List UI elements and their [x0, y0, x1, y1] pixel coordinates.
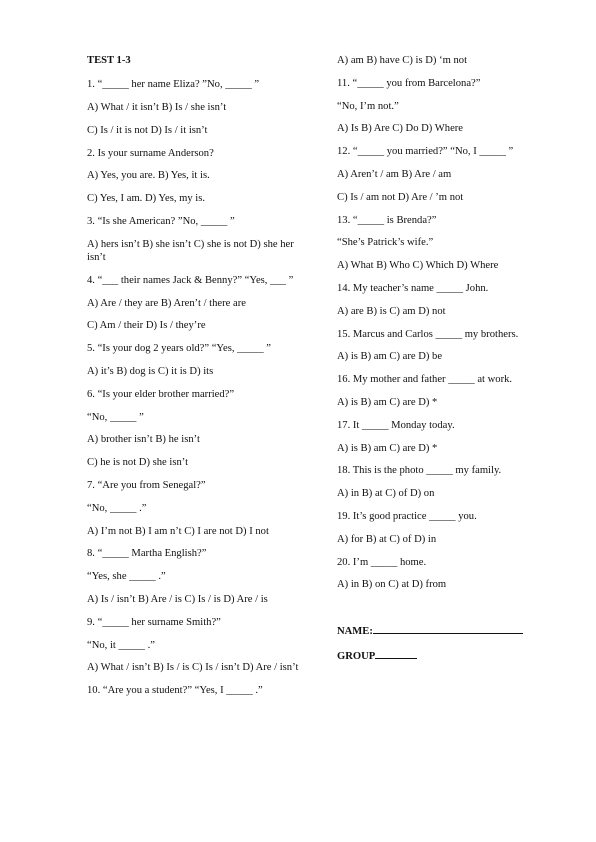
left-column	[87, 54, 299, 707]
options-line: A) hers isn’t B) she isn’t C) she is not D) she her isn’t	[87, 238, 294, 263]
options-line: A) Yes, you are. B) Yes, it is.	[87, 170, 210, 182]
question-line: 19. It’s good practice _____ you.	[337, 510, 477, 522]
options-line: C) Yes, I am. D) Yes, my is.	[87, 193, 206, 205]
options-line: A) for B) at C) of D) in	[337, 533, 437, 545]
question-line: 20. I’m _____ home.	[337, 556, 427, 568]
question-line: 15. Marcus and Carlos _____ my brothers.	[337, 328, 519, 340]
question-line: 4. “___ their names Jack & Benny?” “Yes, ___ ”	[87, 274, 294, 286]
question-line: 8. “_____ Martha English?”	[87, 548, 207, 560]
dialogue-line: “No, _____ .”	[87, 502, 147, 514]
options-line: A) it’s B) dog is C) it is D) its	[87, 365, 214, 377]
options-line: A) is B) am C) are D) *	[337, 396, 438, 408]
question-line: 10. “Are you a student?” “Yes, I _____ .”	[87, 685, 263, 697]
question-line: 13. “_____ is Brenda?”	[337, 214, 437, 226]
question-line: 5. “Is your dog 2 years old?” “Yes, _____ ”	[87, 343, 271, 355]
test-title: TEST 1-3	[87, 55, 131, 66]
options-line: A) is B) am C) are D) be	[337, 351, 443, 363]
name-field	[337, 622, 557, 638]
question-line: 9. “_____ her surname Smith?”	[87, 616, 221, 628]
options-line: A) What / isn’t B) Is / is C) Is / isn’t D) Are / isn’t	[87, 662, 299, 674]
options-line: C) Is / am not D) Are / ’m not	[337, 191, 464, 203]
options-line: C) Am / their D) Is / they’re	[87, 320, 206, 332]
left-question-list	[87, 78, 299, 697]
options-line: C) Is / it is not D) Is / it isn’t	[87, 124, 208, 136]
question-line: 6. “Is your elder brother married?”	[87, 388, 235, 400]
question-line: 2. Is your surname Anderson?	[87, 147, 214, 159]
options-line: A) Is B) Are C) Do D) Where	[337, 123, 464, 135]
options-line: A) are B) is C) am D) not	[337, 305, 446, 317]
options-line: A) Are / they are B) Aren’t / there are	[87, 297, 246, 309]
question-line: 1. “_____ her name Eliza? ”No, _____ ”	[87, 79, 260, 91]
question-line: 12. “_____ you married?” “No, I _____ ”	[337, 146, 514, 158]
name-blank	[373, 622, 523, 634]
right-question-list	[337, 54, 557, 592]
options-line: C) he is not D) she isn’t	[87, 457, 189, 469]
options-line: A) is B) am C) are D) *	[337, 442, 438, 454]
options-line: A) What / it isn’t B) Is / she isn’t	[87, 102, 227, 113]
options-line: A) brother isn’t B) he isn’t	[87, 434, 200, 446]
name-label: NAME:	[337, 625, 373, 637]
question-line: 18. This is the photo _____ my family.	[337, 465, 502, 477]
options-line: A) Is / isn’t B) Are / is C) Is / is D) Are / is	[87, 593, 268, 605]
dialogue-line: “Yes, she _____ .”	[87, 571, 166, 583]
question-line: 7. “Are you from Senegal?”	[87, 479, 206, 491]
group-label: GROUP	[337, 651, 376, 663]
question-line: 17. It _____ Monday today.	[337, 419, 455, 431]
dialogue-line: “No, _____ ”	[87, 411, 144, 423]
options-line: A) Aren’t / am B) Are / am	[337, 168, 452, 180]
options-line: A) in B) at C) of D) on	[337, 488, 435, 500]
dialogue-line: “No, I’m not.”	[337, 100, 399, 112]
question-line: 14. My teacher’s name _____ John.	[337, 282, 489, 294]
question-line: 3. “Is she American? ”No, _____ ”	[87, 215, 235, 227]
options-line: A) I’m not B) I am n’t C) I are not D) I not	[87, 525, 269, 537]
options-line: A) What B) Who C) Which D) Where	[337, 260, 499, 272]
dialogue-line: “No, it _____ .”	[87, 639, 155, 651]
question-line: 11. “_____ you from Barcelona?”	[337, 77, 481, 89]
question-line: 16. My mother and father _____ at work.	[337, 374, 513, 386]
right-column	[337, 54, 557, 673]
group-field	[337, 647, 557, 663]
dialogue-line: “She’s Patrick’s wife.”	[337, 237, 434, 249]
options-line: A) am B) have C) is D) ‘m not	[337, 55, 468, 66]
group-blank	[375, 647, 417, 659]
options-line: A) in B) on C) at D) from	[337, 579, 447, 591]
